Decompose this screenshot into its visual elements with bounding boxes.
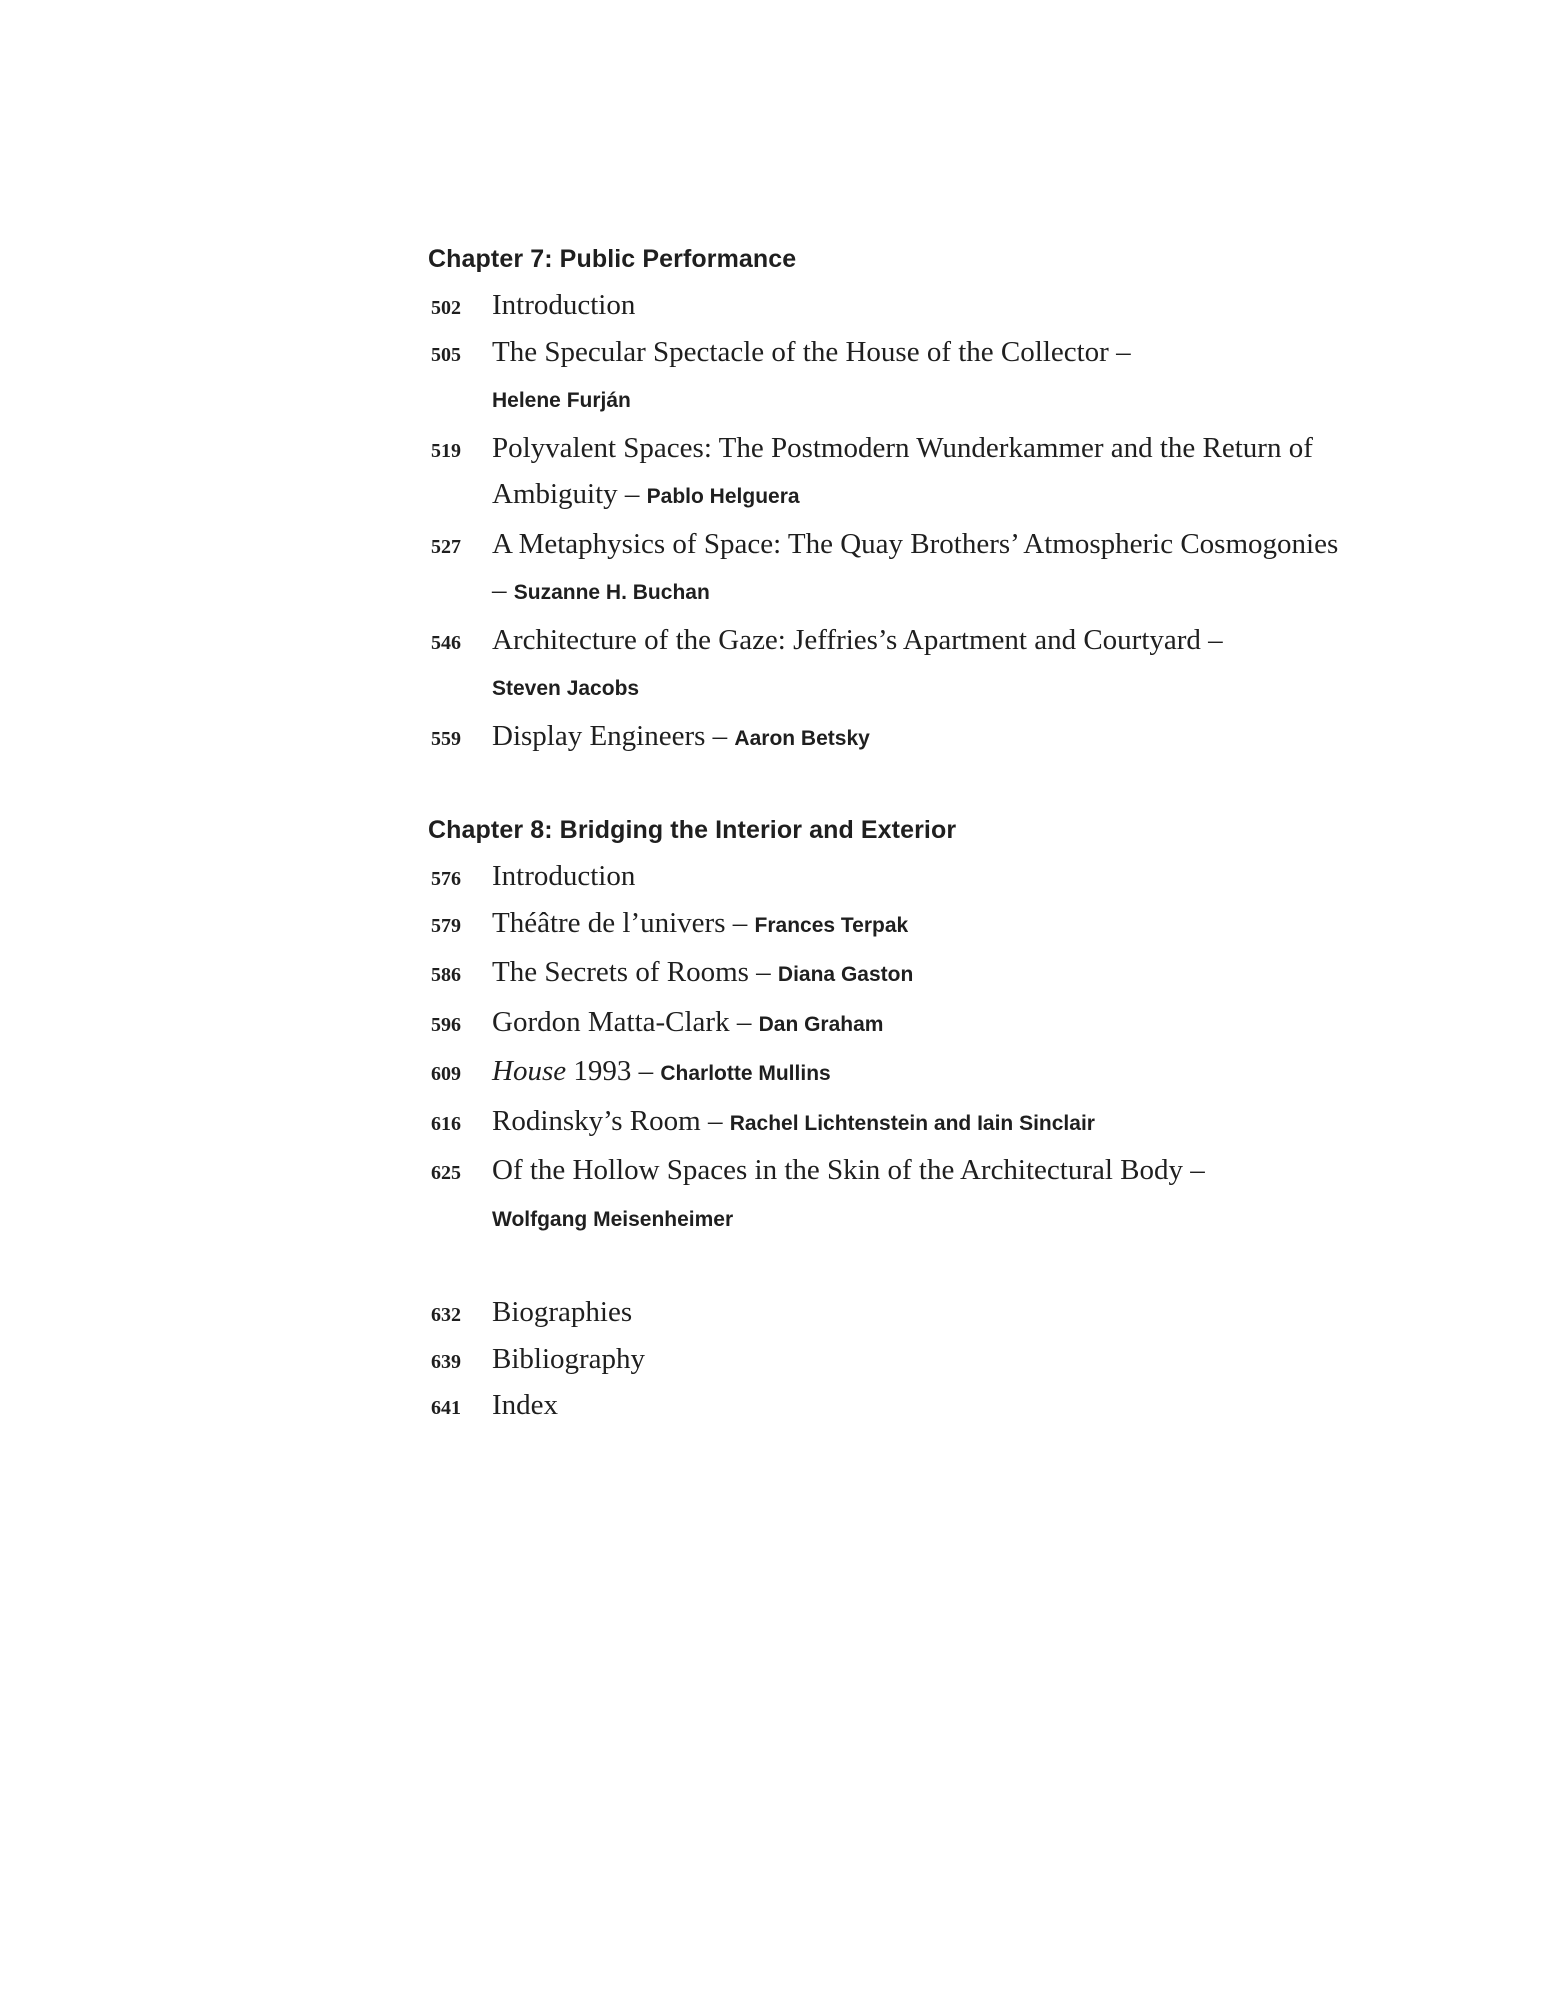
author-name: Dan Graham [758,1012,884,1036]
page-number: 586 [431,964,461,986]
author-name: Charlotte Mullins [660,1062,831,1085]
dash: – [725,906,755,939]
entry-title [492,1048,1348,1098]
chapter-heading: Chapter 8: Bridging the Interior and Exterior [428,816,957,844]
title-text: 1993 [566,1055,632,1087]
page-number: 639 [431,1350,461,1373]
toc-entry [428,949,1348,999]
page-number: 579 [431,914,461,937]
toc-entry [428,1382,1348,1429]
chapter-heading: Chapter 7: Public Performance [428,245,797,273]
title-text: Of the Hollow Spaces in the Skin of the Architectural Body [492,1154,1184,1186]
toc-entry [428,282,1348,329]
title-text: Introduction [492,289,636,321]
toc-entry [428,713,1348,763]
title-text: The Specular Spectacle of the House of the Collector [492,335,1109,368]
page-number: 625 [431,1162,461,1184]
entry-title: Bibliography [492,1342,646,1375]
author-name: Diana Gaston [777,963,914,986]
dash: – [1183,1154,1205,1186]
page-number: 596 [431,1013,461,1036]
entry-title [492,282,1348,329]
entry-title [492,521,1348,617]
chapter-block [428,236,1348,762]
toc-entry [428,900,1348,950]
entry-title [492,853,1348,900]
page-number: 527 [431,535,461,558]
page-number: 641 [431,1397,461,1419]
page-number: 576 [431,868,461,890]
toc-entry [428,425,1348,521]
entry-title [492,1098,1348,1148]
entry-title: Index [492,1389,559,1421]
page-number: 559 [431,727,461,750]
chapter-block [428,807,1348,1243]
entry-title [492,949,1348,999]
entry-title [492,329,1348,425]
title-text: Display Engineers [492,719,706,752]
entry-title [492,713,1348,763]
toc-entry [428,999,1348,1049]
dash: – [729,1005,759,1038]
entry-title [492,900,1348,950]
toc-entry [428,1048,1348,1098]
dash: – [705,719,735,752]
entry-title: Biographies [492,1296,633,1328]
entry-title [492,1147,1348,1243]
dash: – [617,478,647,510]
dash: – [1200,623,1223,656]
toc-entry [428,1147,1348,1243]
toc-entry [428,1336,1348,1383]
toc-entry [428,521,1348,617]
table-of-contents [428,236,1348,1429]
page-number: 609 [431,1063,461,1085]
dash: – [492,574,514,606]
title-text: Introduction [492,860,636,892]
toc-entry [428,1289,1348,1336]
author-name: Suzanne H. Buchan [513,581,710,604]
backmatter [428,1289,1348,1429]
title-text: A Metaphysics of Space: The Quay Brothers’ Atmospheric Cosmogonies [492,527,1339,560]
entry-title [492,425,1348,521]
title-text: Architecture of the Gaze: Jeffries’s Apartment and Courtyard [492,623,1201,656]
title-text: Théâtre de l’univers [492,906,726,939]
author-name: Pablo Helguera [646,485,800,508]
title-text: Polyvalent Spaces: The Postmodern Wunderkammer and the Return of Ambiguity [492,431,1313,510]
title-text: The Secrets of Rooms [492,956,749,988]
author-name: Aaron Betsky [734,726,870,750]
title-text: Gordon Matta-Clark [492,1005,730,1038]
page-number: 546 [431,631,461,654]
page-number: 519 [431,439,461,462]
dash: – [700,1104,730,1137]
title-text: Rodinsky’s Room [492,1104,701,1137]
page-number: 632 [431,1304,461,1326]
author-name: Frances Terpak [754,913,909,937]
page-number: 616 [431,1112,461,1135]
author-name: Wolfgang Meisenheimer [492,1207,734,1231]
entry-title [492,999,1348,1049]
toc-entry [428,1098,1348,1148]
page-number: 502 [431,297,461,319]
author-name: Rachel Lichtenstein and Iain Sinclair [729,1111,1095,1135]
author-name: Steven Jacobs [492,677,640,700]
dash: – [1108,335,1131,368]
entry-title [492,617,1348,713]
dash: – [631,1055,661,1087]
toc-entry [428,329,1348,425]
page-number: 505 [431,343,461,366]
dash: – [748,956,778,988]
author-name: Helene Furján [492,389,631,412]
toc-entry [428,617,1348,713]
title-italic-text: House [492,1055,567,1087]
toc-entry [428,853,1348,900]
